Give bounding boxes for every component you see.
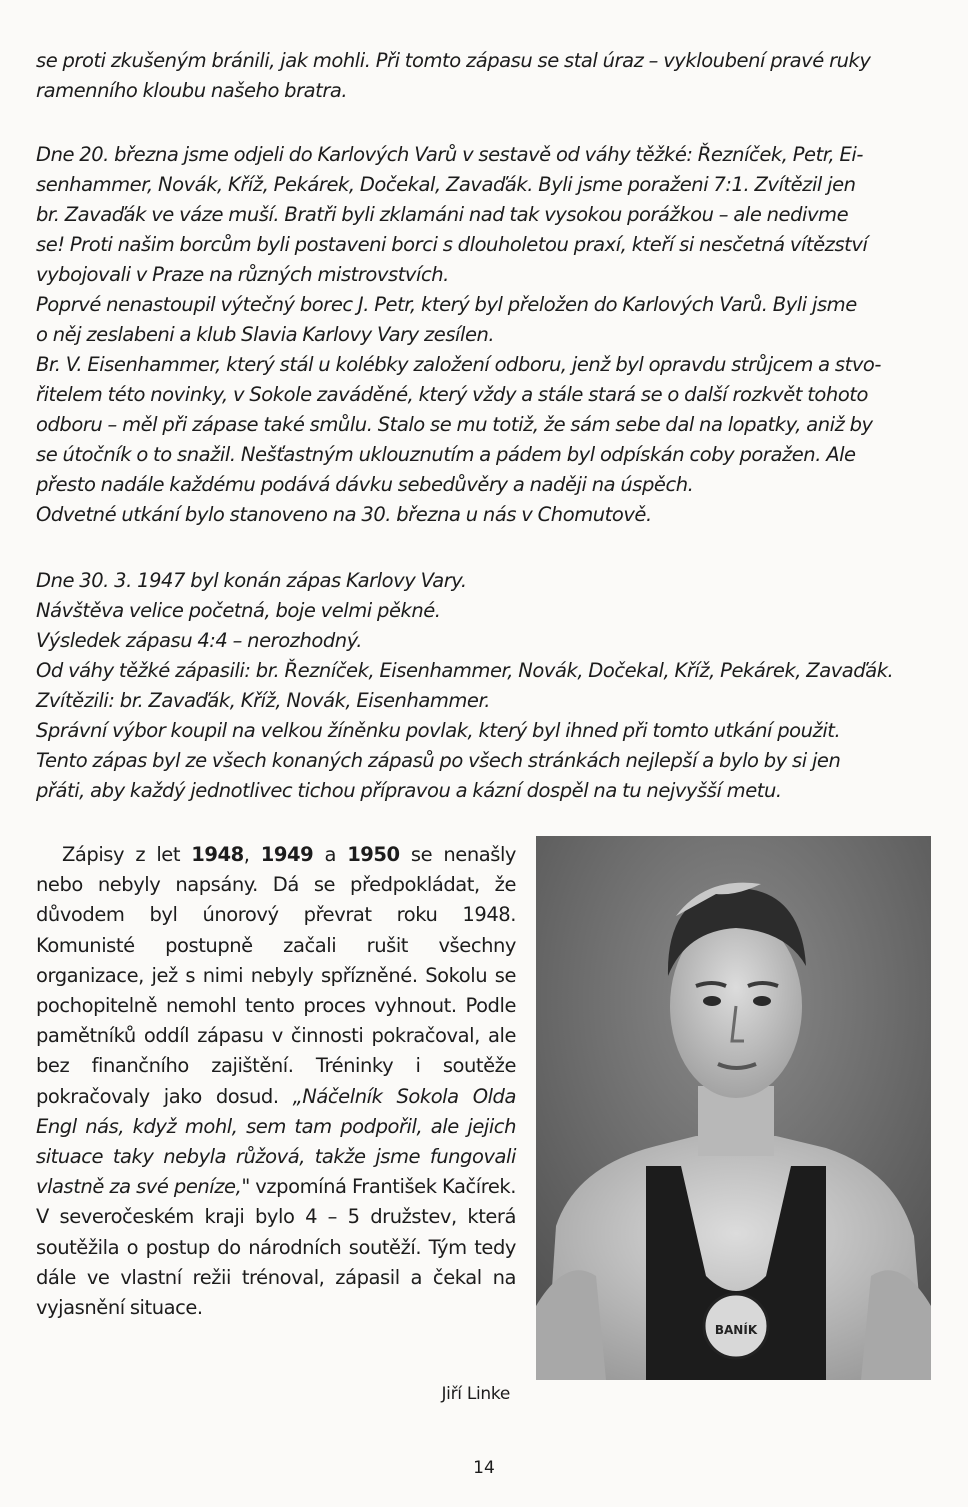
text-line: Od váhy těžké zápasili: br. Řezníček, Eisenhammer, Novák, Dočekal, Kříž, Pekárek, Zavaďák.: [36, 659, 894, 682]
text-line: vybojovali v Praze na různých mistrovstvích.: [36, 263, 449, 286]
paragraph-body: se nenašly nebo nebyly napsány. Dá se předpokládat, že důvodem byl únorový převrat roku 1948. Komunisté postupně začali rušit všechny organizace, jež s nimi nebyly spřízněné. Sokolu se pochopitelně nemohl tento proces vyhnout. Podle pamětníků oddíl zápasu v činnosti pokračoval, ale bez finančního zajištění. Tréninky i soutěže pokračovaly jako dosud.: [36, 843, 517, 1108]
year-1949: 1949: [260, 843, 314, 866]
text-line: Správní výbor koupil na velkou žíněnku povlak, který byl ihned při tomto utkání použit.: [36, 719, 841, 742]
year-1948: 1948: [191, 843, 244, 866]
text-line: přesto nadále každému podává dávku sebedůvěry a naději na úspěch.: [36, 473, 694, 496]
wrestler-illustration: [536, 836, 931, 1380]
author-signature: Jiří Linke: [441, 1384, 510, 1404]
text-line: senhammer, Novák, Kříž, Pekárek, Dočekal, Zavaďák. Byli jsme poraženi 7:1. Zvítězil jen: [36, 173, 856, 196]
text-block-return-match: [36, 566, 928, 806]
text-line: Poprvé nenastoupil výtečný borec J. Petr, který byl přeložen do Karlových Varů. Byli jsme: [36, 293, 857, 316]
wrestler-photo: [536, 836, 931, 1380]
separator: ,: [243, 843, 261, 866]
year-1950: 1950: [347, 843, 400, 866]
text-line: se útočník o to snažil. Nešťastným uklouznutím a pádem byl odpískán coby poražen. Ale: [36, 443, 856, 466]
text-line: se proti zkušeným bránili, jak mohli. Při tomto zápasu se stal úraz – vykloubení pravé ruky: [36, 49, 871, 72]
text-line: ramenního kloubu našeho bratra.: [36, 79, 348, 102]
text-line: odboru – měl při zápase také smůlu. Stalo se mu totiž, že sám sebe dal na lopatky, aniž by: [36, 413, 873, 436]
text-line: Br. V. Eisenhammer, který stál u kolébky založení odboru, jenž byl opravdu strůjcem a stvo-: [36, 353, 881, 376]
text-line: Výsledek zápasu 4:4 – nerozhodný.: [36, 629, 363, 652]
text-line: Dne 20. března jsme odjeli do Karlových Varů v sestavě od váhy těžké: Řezníček, Petr, Ei-: [36, 143, 863, 166]
badge-text: BANÍK: [714, 1323, 758, 1337]
text-line: přáti, aby každý jednotlivec tichou přípravou a kázní dospěl na tu nejvyšší metu.: [36, 779, 782, 802]
text-block-1948-1950: [36, 840, 516, 1323]
text-line: o něj zeslabeni a klub Slavia Karlovy Vary zesílen.: [36, 323, 495, 346]
text-line: Návštěva velice početná, boje velmi pěkné.: [36, 599, 441, 622]
text-line: Zvítězili: br. Zavaďák, Kříž, Novák, Eisenhammer.: [36, 689, 491, 712]
text-line: br. Zavaďák ve váze muší. Bratři byli zklamáni nad tak vysokou porážkou – ale nedivme: [36, 203, 849, 226]
text-line: Tento zápas byl ze všech konaných zápasů po všech stránkách nejlepší a bylo by si jen: [36, 749, 841, 772]
quotation: „Náčelník Sokola Olda Engl nás, když mohl, sem tam podpořil, ale jejich situace taky nebyla růžová, takže jsme fungovali vlastně za své peníze,": [36, 1084, 516, 1199]
text-line: se! Proti našim borcům byli postaveni borci s dlouholetou praxí, kteří si nesčetná vítězství: [36, 233, 868, 256]
text-block-injury: [36, 46, 928, 106]
page-number: 14: [473, 1458, 495, 1478]
paragraph-outro: vzpomíná František Kačírek. V severočeském kraji bylo 4 – 5 družstev, která soutěžila o postup do národních soutěží. Tým tedy dále ve vlastní režii trénoval, zápasil a čekal na vyjasnění situace.: [36, 1175, 517, 1320]
text-block-karlovy-vary-match: [36, 140, 928, 530]
separator: a: [313, 843, 348, 866]
paragraph: [36, 840, 516, 1323]
text-line: Odvetné utkání bylo stanoveno na 30. března u nás v Chomutově.: [36, 503, 652, 526]
text-line: Dne 30. 3. 1947 byl konán zápas Karlovy Vary.: [36, 569, 467, 592]
paragraph-intro: Zápisy z let: [62, 843, 192, 866]
text-line: řitelem této novinky, v Sokole zaváděné, který vždy a stále stará se o další rozkvět tohoto: [36, 383, 868, 406]
